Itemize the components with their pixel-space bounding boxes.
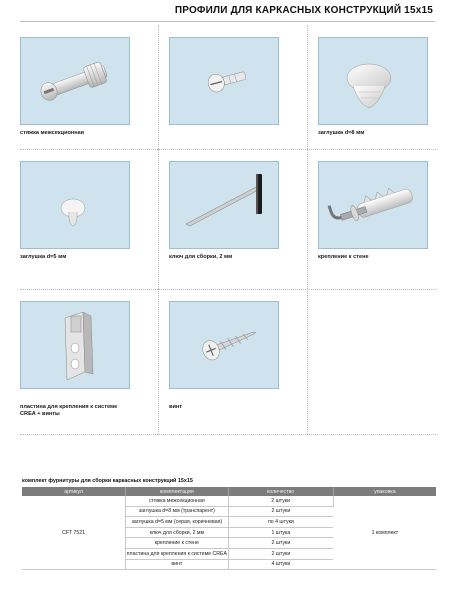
product-label: пластина для крепления к системе CREA + винты xyxy=(20,404,118,417)
kit-table-header xyxy=(22,487,436,496)
product-label: заглушка d=5 мм xyxy=(20,254,67,260)
product-label: заглушка d=8 мм xyxy=(318,130,365,136)
item-cell: ключ для сборки, 2 мм xyxy=(126,527,228,538)
product-card xyxy=(20,289,158,434)
product-card xyxy=(20,149,158,289)
column-header: упаковка xyxy=(333,487,436,496)
page-header xyxy=(0,0,455,22)
product-label: винт xyxy=(169,404,182,410)
header-divider xyxy=(20,21,435,22)
grid-divider xyxy=(307,289,308,434)
qty-cell: 2 штуки xyxy=(228,548,333,559)
qty-cell: 4 штуки xyxy=(228,559,333,570)
product-label: ключ для сборки, 2 мм xyxy=(169,254,233,260)
product-card xyxy=(169,289,307,434)
screw-icon xyxy=(169,301,279,389)
item-cell: пластина для крепления к системе CREA xyxy=(126,548,228,559)
product-card xyxy=(169,149,307,289)
page-title: ПРОФИЛИ ДЛЯ КАРКАСНЫХ КОНСТРУКЦИЙ 15x15 xyxy=(174,5,433,16)
grid-divider xyxy=(158,25,159,149)
article-cell: CFT 7521 xyxy=(22,496,126,570)
qty-cell: по 4 штуки xyxy=(228,517,333,528)
hex-key-icon xyxy=(169,161,279,249)
grid-divider xyxy=(307,149,308,289)
item-cell: винт xyxy=(126,559,228,570)
grid-divider xyxy=(158,289,159,434)
plug-5mm-icon xyxy=(20,161,130,249)
plug-8mm-icon xyxy=(318,37,428,125)
product-label: стяжка межсекционная xyxy=(20,130,85,136)
product-card xyxy=(20,25,158,149)
column-header: количество xyxy=(228,487,333,496)
kit-title: комплект фурнитуры для сборки каркасных конструкций 15x15 xyxy=(22,478,193,484)
grid-row xyxy=(20,149,436,290)
qty-cell: 1 штука xyxy=(228,527,333,538)
grid-row xyxy=(20,25,436,150)
qty-cell: 2 штуки xyxy=(228,538,333,549)
wall-mount-icon xyxy=(318,161,428,249)
product-card xyxy=(169,25,307,149)
column-header: артикул xyxy=(22,487,126,496)
item-cell: крепление к стене xyxy=(126,538,228,549)
column-header: комплектация xyxy=(126,487,228,496)
product-label: крепление к стене xyxy=(318,254,369,260)
screw-connector-icon xyxy=(169,37,279,125)
item-cell: заглушка d=8 мм (транспарент) xyxy=(126,506,228,517)
grid-row xyxy=(20,289,436,435)
item-cell: заглушка d=5 мм (серая, коричневая) xyxy=(126,517,228,528)
table-row xyxy=(22,496,436,506)
qty-cell: 2 штуки xyxy=(228,496,333,506)
grid-divider xyxy=(307,25,308,149)
qty-cell: 2 штуки xyxy=(228,506,333,517)
connector-bolt-icon xyxy=(20,37,130,125)
grid-divider xyxy=(158,149,159,289)
packaging-cell: 1 комплект xyxy=(333,496,436,570)
product-card xyxy=(318,25,436,149)
kit-table xyxy=(22,487,436,570)
product-card xyxy=(318,149,436,289)
mounting-plate-icon xyxy=(20,301,130,389)
item-cell: стяжка межсекционная xyxy=(126,496,228,506)
